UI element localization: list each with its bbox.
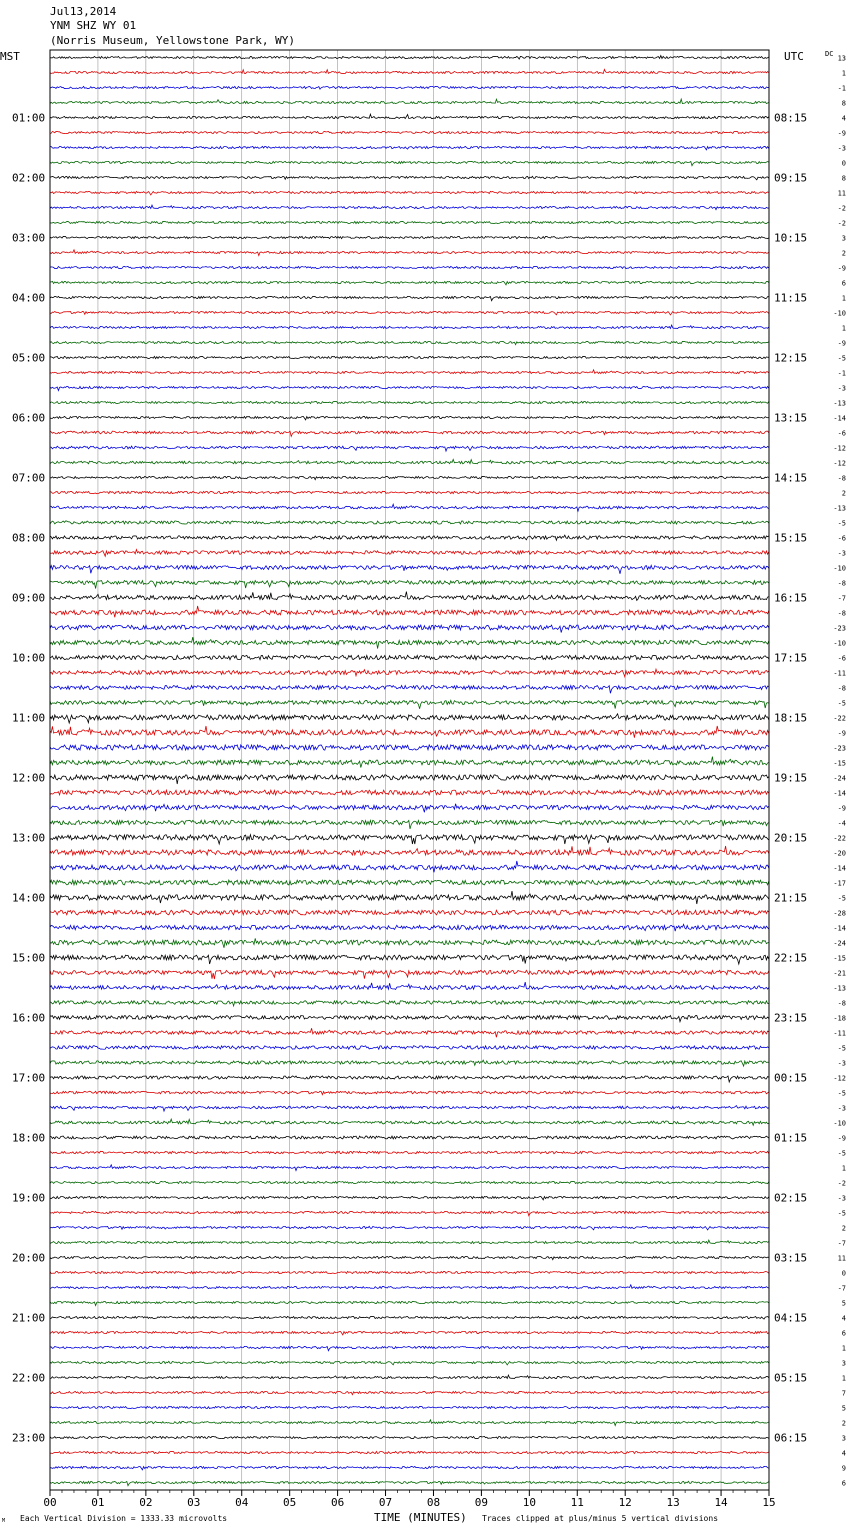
utc-hour-label: 23:15 bbox=[774, 1011, 808, 1025]
mst-hour-label: 08:00 bbox=[12, 531, 46, 545]
mst-hour-label: 04:00 bbox=[12, 291, 46, 305]
trace-row bbox=[50, 1436, 769, 1438]
mst-hour-label: 11:00 bbox=[12, 711, 46, 725]
trace-row bbox=[50, 99, 769, 103]
dc-offset: -9 bbox=[837, 729, 846, 738]
trace-row bbox=[50, 1091, 769, 1095]
mst-hour-label: 05:00 bbox=[12, 351, 46, 365]
mst-hour-label: 13:00 bbox=[12, 831, 46, 845]
trace-row bbox=[50, 191, 769, 195]
trace-row bbox=[50, 491, 769, 493]
trace-row bbox=[50, 446, 769, 451]
dc-offset: -22 bbox=[833, 714, 846, 723]
trace-row bbox=[50, 250, 769, 256]
trace-row bbox=[50, 846, 769, 855]
trace-row bbox=[50, 686, 769, 694]
trace-row bbox=[50, 459, 769, 463]
dc-offset: 6 bbox=[841, 1479, 846, 1488]
mst-hour-label: 14:00 bbox=[12, 891, 46, 905]
mst-hour-label: 12:00 bbox=[12, 771, 46, 785]
mst-hour-label: 22:00 bbox=[12, 1371, 46, 1385]
trace-row bbox=[50, 1271, 769, 1273]
trace-row bbox=[50, 266, 769, 268]
dc-offset: -12 bbox=[833, 459, 846, 468]
trace-row bbox=[50, 1240, 769, 1243]
dc-offset: -14 bbox=[833, 924, 846, 933]
utc-hour-label: 00:15 bbox=[774, 1071, 808, 1085]
trace-row bbox=[50, 176, 769, 179]
dc-offset: 3 bbox=[841, 234, 846, 243]
dc-offset: -7 bbox=[837, 1239, 846, 1248]
dc-offset: -24 bbox=[833, 939, 846, 948]
dc-offset: -8 bbox=[837, 684, 846, 693]
dc-offset: -14 bbox=[833, 789, 846, 798]
trace-row bbox=[50, 521, 769, 524]
dc-offset: 2 bbox=[841, 249, 846, 258]
dc-offset: -9 bbox=[837, 804, 846, 813]
mst-hour-label: 02:00 bbox=[12, 171, 46, 185]
dc-offset: -24 bbox=[833, 774, 846, 783]
x-tick-label: 11 bbox=[570, 1496, 584, 1509]
dc-offset: -8 bbox=[837, 474, 846, 483]
utc-hour-label: 09:15 bbox=[774, 171, 808, 185]
dc-offset: -1 bbox=[837, 369, 846, 378]
trace-row bbox=[50, 1346, 769, 1350]
dc-offset: 9 bbox=[841, 1464, 846, 1473]
x-axis-label: TIME (MINUTES) bbox=[374, 1511, 467, 1524]
dc-offset: -6 bbox=[837, 654, 846, 663]
trace-row bbox=[50, 1119, 769, 1125]
trace-row bbox=[50, 325, 769, 328]
dc-offset: -5 bbox=[837, 894, 846, 903]
trace-row bbox=[50, 504, 769, 511]
trace-row bbox=[50, 1361, 769, 1365]
x-tick-label: 03 bbox=[187, 1496, 201, 1509]
trace-row bbox=[50, 565, 769, 573]
utc-hour-label: 08:15 bbox=[774, 111, 808, 125]
trace-row bbox=[50, 535, 769, 540]
station-label: YNM SHZ WY 01 bbox=[50, 19, 137, 32]
trace-row bbox=[50, 341, 769, 344]
x-tick-label: 07 bbox=[378, 1496, 393, 1509]
dc-offset: -22 bbox=[833, 834, 846, 843]
dc-offset: -8 bbox=[837, 609, 846, 618]
dc-offset: -6 bbox=[837, 429, 846, 438]
utc-hour-label: 18:15 bbox=[774, 711, 808, 725]
dc-offset: -2 bbox=[837, 219, 846, 228]
trace-row bbox=[50, 1060, 769, 1066]
dc-label: DC bbox=[825, 50, 834, 58]
trace-row bbox=[50, 281, 769, 284]
dc-offset: -5 bbox=[837, 1089, 846, 1098]
utc-hour-label: 14:15 bbox=[774, 471, 808, 485]
dc-offset: -3 bbox=[837, 144, 846, 153]
dc-offset: -2 bbox=[837, 204, 846, 213]
dc-offset: 4 bbox=[841, 1314, 846, 1323]
dc-offset: -6 bbox=[837, 534, 846, 543]
utc-hour-label: 17:15 bbox=[774, 651, 808, 665]
trace-row bbox=[50, 356, 769, 358]
trace-row bbox=[50, 1016, 769, 1022]
dc-offset: 7 bbox=[841, 1389, 846, 1398]
x-tick-label: 06 bbox=[330, 1496, 345, 1509]
trace-row bbox=[50, 114, 769, 118]
mst-hour-label: 07:00 bbox=[12, 471, 46, 485]
dc-offset: -12 bbox=[833, 1074, 846, 1083]
dc-offset: 11 bbox=[837, 1254, 846, 1263]
dc-offset: -9 bbox=[837, 1134, 846, 1143]
dc-offset: -17 bbox=[833, 879, 846, 888]
trace-row bbox=[50, 1106, 769, 1112]
dc-offset: -14 bbox=[833, 414, 846, 423]
dc-offset: 5 bbox=[841, 1299, 846, 1308]
x-tick-label: 10 bbox=[522, 1496, 536, 1509]
corner-mark: M bbox=[2, 1518, 6, 1524]
dc-offset: 8 bbox=[841, 174, 846, 183]
dc-offset: -13 bbox=[833, 984, 846, 993]
utc-hour-label: 02:15 bbox=[774, 1191, 808, 1205]
dc-offset: 3 bbox=[841, 1359, 846, 1368]
trace-row bbox=[50, 476, 769, 479]
trace-row bbox=[50, 757, 769, 768]
trace-row bbox=[50, 146, 769, 149]
mst-label: MST bbox=[0, 50, 20, 63]
trace-row bbox=[50, 1028, 769, 1037]
trace-row bbox=[50, 924, 769, 931]
x-tick-label: 01 bbox=[91, 1496, 105, 1509]
trace-row bbox=[50, 1211, 769, 1215]
trace-row bbox=[50, 1226, 769, 1230]
trace-row bbox=[50, 790, 769, 795]
dc-offset: -10 bbox=[833, 564, 846, 573]
trace-row bbox=[50, 1301, 769, 1305]
trace-row bbox=[50, 775, 769, 784]
trace-row bbox=[50, 714, 769, 723]
dc-offset: 4 bbox=[841, 114, 846, 123]
utc-hour-label: 21:15 bbox=[774, 891, 808, 905]
trace-row bbox=[50, 1181, 769, 1183]
trace-row bbox=[50, 880, 769, 885]
dc-offset: -5 bbox=[837, 699, 846, 708]
mst-hour-label: 03:00 bbox=[12, 231, 46, 245]
trace-row bbox=[50, 1466, 769, 1469]
dc-offset: -11 bbox=[833, 1029, 846, 1038]
dc-offset: -10 bbox=[833, 309, 846, 318]
dc-offset: 2 bbox=[841, 1224, 846, 1233]
utc-hour-label: 10:15 bbox=[774, 231, 808, 245]
utc-hour-label: 05:15 bbox=[774, 1371, 808, 1385]
trace-row bbox=[50, 386, 769, 390]
x-tick-label: 12 bbox=[618, 1496, 632, 1509]
utc-hour-label: 16:15 bbox=[774, 591, 808, 605]
utc-hour-label: 13:15 bbox=[774, 411, 808, 425]
x-tick-label: 00 bbox=[43, 1496, 57, 1509]
dc-offset: -5 bbox=[837, 519, 846, 528]
dc-offset: -14 bbox=[833, 864, 846, 873]
dc-offset: -5 bbox=[837, 1209, 846, 1218]
dc-offset: -23 bbox=[833, 744, 846, 753]
mst-hour-label: 16:00 bbox=[12, 1011, 46, 1025]
location-label: (Norris Museum, Yellowstone Park, WY) bbox=[50, 34, 296, 47]
date-label: Jul13,2014 bbox=[50, 5, 117, 18]
mst-hour-label: 06:00 bbox=[12, 411, 46, 425]
trace-row bbox=[50, 745, 769, 750]
dc-offset: -13 bbox=[833, 399, 846, 408]
dc-offset: 2 bbox=[841, 489, 846, 498]
dc-offset: -12 bbox=[833, 444, 846, 453]
dc-offset: -2 bbox=[837, 1179, 846, 1188]
trace-row bbox=[50, 606, 769, 617]
dc-offset: 6 bbox=[841, 279, 846, 288]
x-axis bbox=[43, 1490, 775, 1509]
utc-hour-label: 12:15 bbox=[774, 351, 808, 365]
trace-row bbox=[50, 625, 769, 632]
x-tick-label: 04 bbox=[235, 1496, 249, 1509]
mst-hour-label: 10:00 bbox=[12, 651, 46, 665]
clip-note: Traces clipped at plus/minus 5 vertical divisions bbox=[482, 1514, 719, 1523]
trace-row bbox=[50, 86, 769, 89]
trace-row bbox=[50, 955, 769, 964]
x-tick-label: 13 bbox=[666, 1496, 680, 1509]
dc-offset: -4 bbox=[837, 819, 846, 828]
trace-row bbox=[50, 1406, 769, 1408]
dc-offset: -8 bbox=[837, 579, 846, 588]
trace-row bbox=[50, 804, 769, 813]
trace-row bbox=[50, 861, 769, 872]
plot-frame bbox=[50, 50, 769, 1490]
mst-hour-label: 19:00 bbox=[12, 1191, 46, 1205]
trace-row bbox=[50, 236, 769, 238]
trace-row bbox=[50, 311, 769, 315]
dc-offset: 13 bbox=[837, 54, 846, 63]
mst-hour-label: 20:00 bbox=[12, 1251, 46, 1265]
seismic-traces bbox=[50, 56, 769, 1486]
trace-row bbox=[50, 1196, 769, 1199]
dc-offset: 1 bbox=[841, 1344, 846, 1353]
x-tick-label: 02 bbox=[139, 1496, 153, 1509]
trace-row bbox=[50, 431, 769, 436]
dc-offset: -23 bbox=[833, 624, 846, 633]
trace-row bbox=[50, 1316, 769, 1319]
x-tick-label: 09 bbox=[474, 1496, 489, 1509]
dc-offset: -1 bbox=[837, 84, 846, 93]
utc-hour-labels bbox=[774, 112, 807, 1445]
trace-row bbox=[50, 56, 769, 60]
trace-row bbox=[50, 1391, 769, 1394]
dc-offset: -7 bbox=[837, 594, 846, 603]
x-tick-label: 08 bbox=[426, 1496, 441, 1509]
trace-row bbox=[50, 131, 769, 133]
utc-hour-label: 20:15 bbox=[774, 831, 808, 845]
trace-row bbox=[50, 401, 769, 404]
mst-hour-labels bbox=[12, 112, 45, 1445]
mst-hour-label: 21:00 bbox=[12, 1311, 46, 1325]
trace-row bbox=[50, 161, 769, 165]
trace-row bbox=[50, 637, 769, 648]
dc-offset: -10 bbox=[833, 1119, 846, 1128]
trace-row bbox=[50, 370, 769, 374]
trace-row bbox=[50, 416, 769, 419]
trace-row bbox=[50, 1046, 769, 1050]
dc-offset: 3 bbox=[841, 1434, 846, 1443]
dc-offset: -15 bbox=[833, 759, 846, 768]
dc-offset: 8 bbox=[841, 99, 846, 108]
dc-offset: -3 bbox=[837, 384, 846, 393]
scale-note: Each Vertical Division = 1333.33 microvolts bbox=[20, 1514, 228, 1523]
dc-offset: 1 bbox=[841, 1374, 846, 1383]
x-tick-label: 15 bbox=[762, 1496, 776, 1509]
dc-offset: -8 bbox=[837, 999, 846, 1008]
trace-row bbox=[50, 835, 769, 844]
mst-hour-label: 18:00 bbox=[12, 1131, 46, 1145]
trace-row bbox=[50, 205, 769, 210]
dc-offset: -20 bbox=[833, 849, 846, 858]
utc-hour-label: 22:15 bbox=[774, 951, 808, 965]
trace-row bbox=[50, 700, 769, 708]
utc-hour-label: 03:15 bbox=[774, 1251, 808, 1265]
mst-hour-label: 09:00 bbox=[12, 591, 46, 605]
trace-row bbox=[50, 1481, 769, 1485]
dc-offset: -3 bbox=[837, 1194, 846, 1203]
trace-row bbox=[50, 910, 769, 915]
dc-offset: -3 bbox=[837, 1104, 846, 1113]
dc-offset: -3 bbox=[837, 549, 846, 558]
dc-offset: -10 bbox=[833, 639, 846, 648]
dc-offset: -9 bbox=[837, 129, 846, 138]
utc-hour-label: 11:15 bbox=[774, 291, 808, 305]
dc-offset: -13 bbox=[833, 504, 846, 513]
dc-offset: -15 bbox=[833, 954, 846, 963]
trace-row bbox=[50, 1420, 769, 1426]
mst-hour-label: 17:00 bbox=[12, 1071, 46, 1085]
trace-row bbox=[50, 1451, 769, 1454]
dc-offset: -5 bbox=[837, 1044, 846, 1053]
trace-row bbox=[50, 938, 769, 947]
dc-offset: -5 bbox=[837, 354, 846, 363]
trace-row bbox=[50, 550, 769, 557]
dc-offset: 0 bbox=[841, 1269, 846, 1278]
dc-offset: 1 bbox=[841, 1164, 846, 1173]
dc-offset: 2 bbox=[841, 1419, 846, 1428]
dc-offset: -3 bbox=[837, 1059, 846, 1068]
dc-offset: -18 bbox=[833, 1014, 846, 1023]
trace-row bbox=[50, 592, 769, 601]
utc-hour-label: 01:15 bbox=[774, 1131, 808, 1145]
dc-offset: 5 bbox=[841, 1404, 846, 1413]
utc-hour-label: 15:15 bbox=[774, 531, 808, 545]
dc-offset: -9 bbox=[837, 339, 846, 348]
trace-row bbox=[50, 1136, 769, 1139]
dc-offset: -5 bbox=[837, 1149, 846, 1158]
trace-row bbox=[50, 820, 769, 829]
dc-offset: -28 bbox=[833, 909, 846, 918]
trace-row bbox=[50, 1076, 769, 1082]
dc-offset: 0 bbox=[841, 159, 846, 168]
dc-offset: -7 bbox=[837, 1284, 846, 1293]
trace-row bbox=[50, 1001, 769, 1006]
trace-row bbox=[50, 655, 769, 659]
trace-row bbox=[50, 1331, 769, 1334]
dc-offset-labels bbox=[833, 55, 846, 1488]
trace-row bbox=[50, 970, 769, 979]
trace-row bbox=[50, 669, 769, 677]
dc-offset: -9 bbox=[837, 264, 846, 273]
dc-offset: 6 bbox=[841, 1329, 846, 1338]
dc-offset: 1 bbox=[841, 294, 846, 303]
dc-offset: 4 bbox=[841, 1449, 846, 1458]
x-tick-label: 05 bbox=[283, 1496, 297, 1509]
dc-offset: -11 bbox=[833, 669, 846, 678]
trace-row bbox=[50, 1285, 769, 1289]
trace-row bbox=[50, 1256, 769, 1259]
trace-row bbox=[50, 296, 769, 300]
trace-row bbox=[50, 221, 769, 223]
grid-lines bbox=[98, 50, 721, 1490]
utc-hour-label: 06:15 bbox=[774, 1431, 808, 1445]
utc-label: UTC bbox=[784, 50, 804, 63]
trace-row bbox=[50, 69, 769, 73]
trace-row bbox=[50, 891, 769, 904]
dc-offset: 11 bbox=[837, 189, 846, 198]
mst-hour-label: 15:00 bbox=[12, 951, 46, 965]
trace-row bbox=[50, 726, 769, 738]
trace-row bbox=[50, 581, 769, 589]
utc-hour-label: 19:15 bbox=[774, 771, 808, 785]
mst-hour-label: 23:00 bbox=[12, 1431, 46, 1445]
mst-hour-label: 01:00 bbox=[12, 111, 46, 125]
dc-offset: 1 bbox=[841, 324, 846, 333]
trace-row bbox=[50, 1165, 769, 1171]
dc-offset: -21 bbox=[833, 969, 846, 978]
trace-row bbox=[50, 982, 769, 989]
x-tick-label: 14 bbox=[714, 1496, 728, 1509]
trace-row bbox=[50, 1151, 769, 1153]
trace-row bbox=[50, 1375, 769, 1378]
dc-offset: 1 bbox=[841, 69, 846, 78]
utc-hour-label: 04:15 bbox=[774, 1311, 808, 1325]
